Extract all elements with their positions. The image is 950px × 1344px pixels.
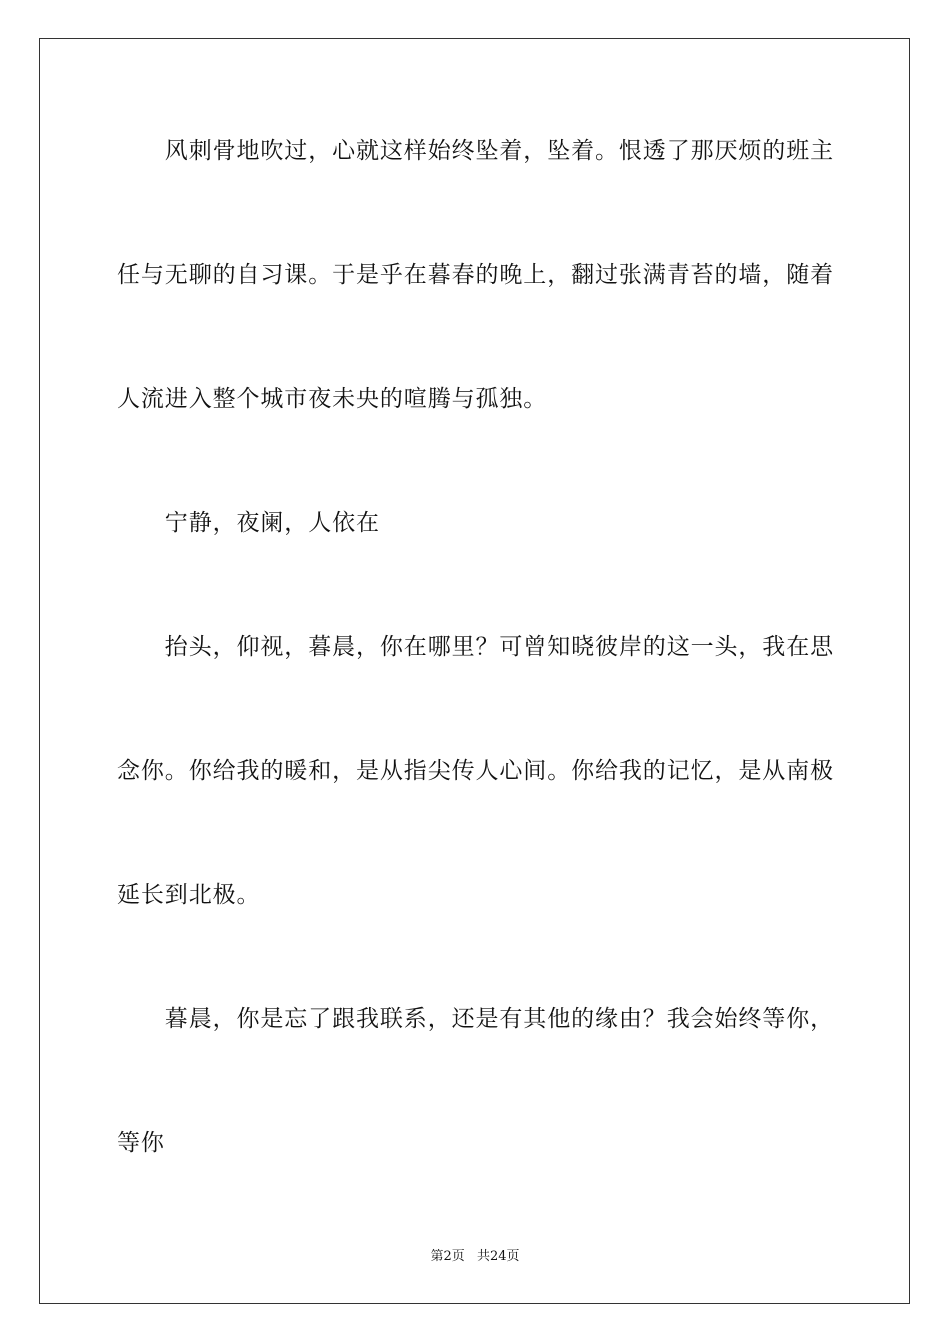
text-line: 念你。你给我的暖和，是从指尖传人心间。你给我的记忆，是从南极: [117, 758, 834, 784]
page-total: 共24页: [476, 1249, 520, 1264]
text-line: 暮晨，你是忘了跟我联系，还是有其他的缘由？我会始终等你，: [117, 1006, 834, 1032]
text-line: 延长到北极。: [117, 882, 261, 908]
page-footer: [0, 1248, 950, 1266]
text-line: 等你: [117, 1130, 165, 1156]
page-number: 第2页: [430, 1249, 465, 1264]
text-line: 抬头，仰视，暮晨，你在哪里？可曾知晓彼岸的这一头，我在思: [117, 634, 834, 660]
text-line: 宁静，夜阑，人依在: [117, 510, 380, 536]
page-frame: [39, 38, 910, 1304]
text-line: 人流进入整个城市夜未央的喧腾与孤独。: [117, 386, 548, 412]
text-line: 风刺骨地吹过，心就这样始终坠着，坠着。恨透了那厌烦的班主: [117, 138, 834, 164]
text-line: 任与无聊的自习课。于是乎在暮春的晚上，翻过张满青苔的墙，随着: [117, 262, 834, 288]
